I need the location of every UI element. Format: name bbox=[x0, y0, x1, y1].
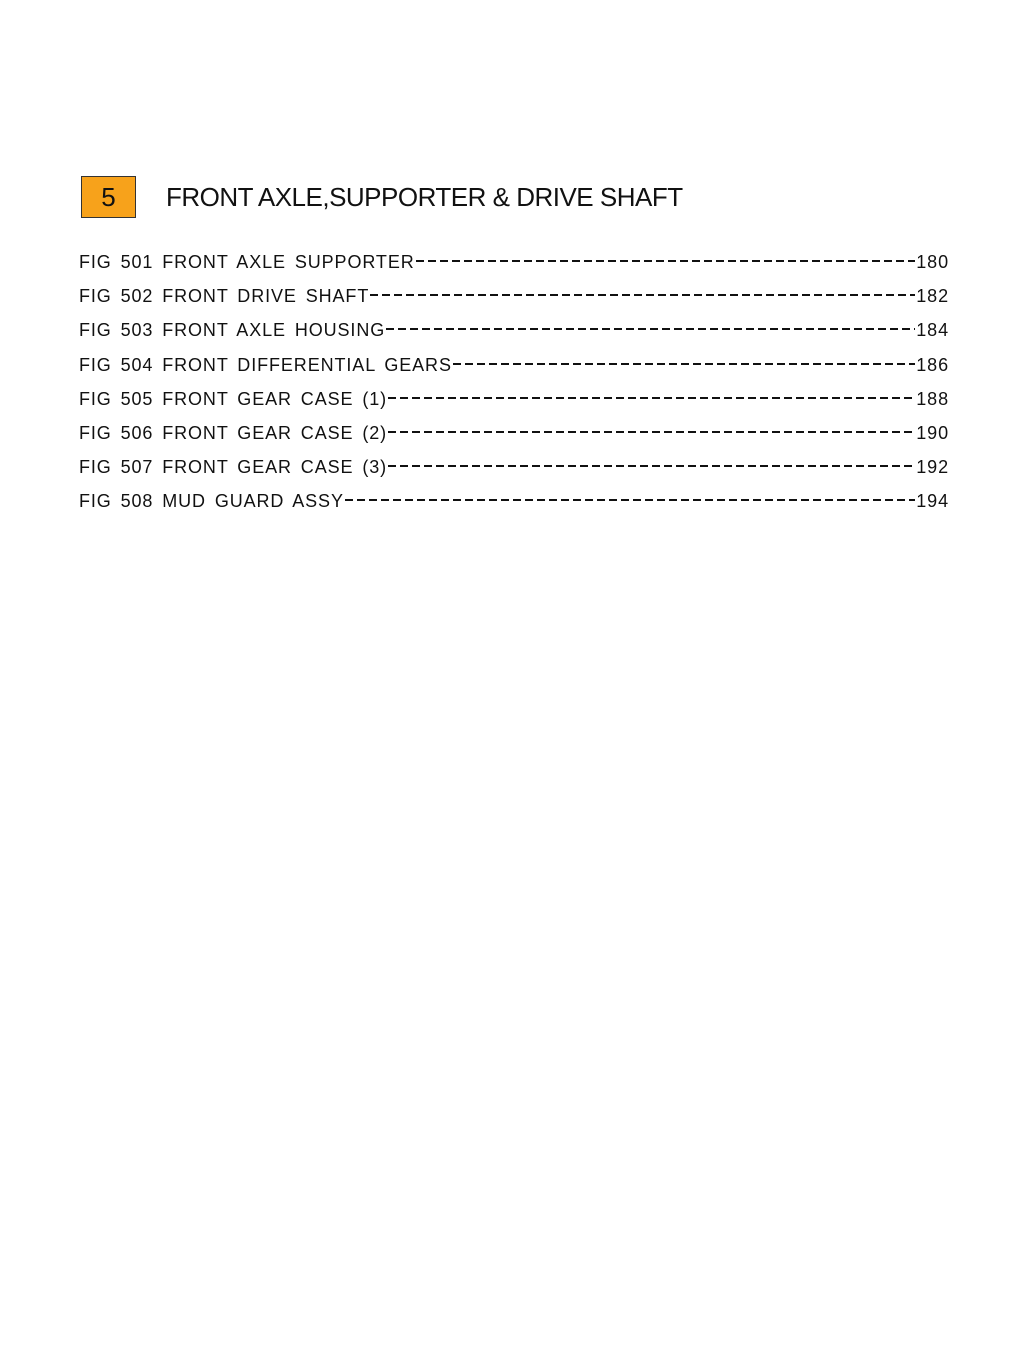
toc-entry[interactable] bbox=[79, 352, 949, 386]
toc-entry[interactable] bbox=[79, 249, 949, 283]
toc-entry-page: 182 bbox=[916, 286, 949, 307]
toc-entry-label: FIG 505 FRONT GEAR CASE (1) bbox=[79, 388, 388, 409]
toc-entry-label: FIG 504 FRONT DIFFERENTIAL GEARS bbox=[79, 354, 452, 375]
toc-entry-page: 184 bbox=[916, 320, 949, 341]
toc-entry-label: FIG 503 FRONT AXLE HOUSING bbox=[79, 320, 386, 341]
toc-entry[interactable] bbox=[79, 317, 949, 351]
table-of-contents bbox=[79, 249, 949, 523]
toc-leader-dashes bbox=[388, 397, 915, 399]
toc-leader-dashes bbox=[386, 328, 915, 330]
toc-entry-label: FIG 502 FRONT DRIVE SHAFT bbox=[79, 286, 370, 307]
toc-entry-page: 190 bbox=[916, 422, 949, 443]
toc-entry-label: FIG 501 FRONT AXLE SUPPORTER bbox=[79, 252, 415, 272]
toc-entry-page: 186 bbox=[916, 354, 949, 375]
toc-leader-dashes bbox=[370, 294, 915, 296]
toc-leader-dashes bbox=[388, 465, 915, 467]
toc-entry-label: FIG 508 MUD GUARD ASSY bbox=[79, 491, 344, 512]
toc-leader-dashes bbox=[388, 431, 915, 433]
toc-entry[interactable] bbox=[79, 454, 949, 488]
toc-entry[interactable] bbox=[79, 420, 949, 454]
toc-leader-dashes bbox=[416, 260, 916, 262]
toc-entry-label: FIG 506 FRONT GEAR CASE (2) bbox=[79, 422, 388, 443]
toc-leader-dashes bbox=[345, 499, 915, 501]
toc-entry-page: 180 bbox=[916, 252, 949, 272]
toc-entry-page: 188 bbox=[916, 388, 949, 409]
toc-entry[interactable] bbox=[79, 283, 949, 317]
toc-leader-dashes bbox=[453, 363, 915, 365]
toc-entry[interactable] bbox=[79, 386, 949, 420]
toc-entry-label: FIG 507 FRONT GEAR CASE (3) bbox=[79, 457, 388, 478]
toc-entry[interactable] bbox=[79, 488, 949, 522]
section-title: FRONT AXLE,SUPPORTER & DRIVE SHAFT bbox=[166, 182, 683, 212]
toc-entry-page: 194 bbox=[916, 491, 949, 512]
section-number-badge: 5 bbox=[81, 176, 136, 218]
section-header bbox=[81, 176, 981, 220]
toc-entry-page: 192 bbox=[916, 457, 949, 478]
